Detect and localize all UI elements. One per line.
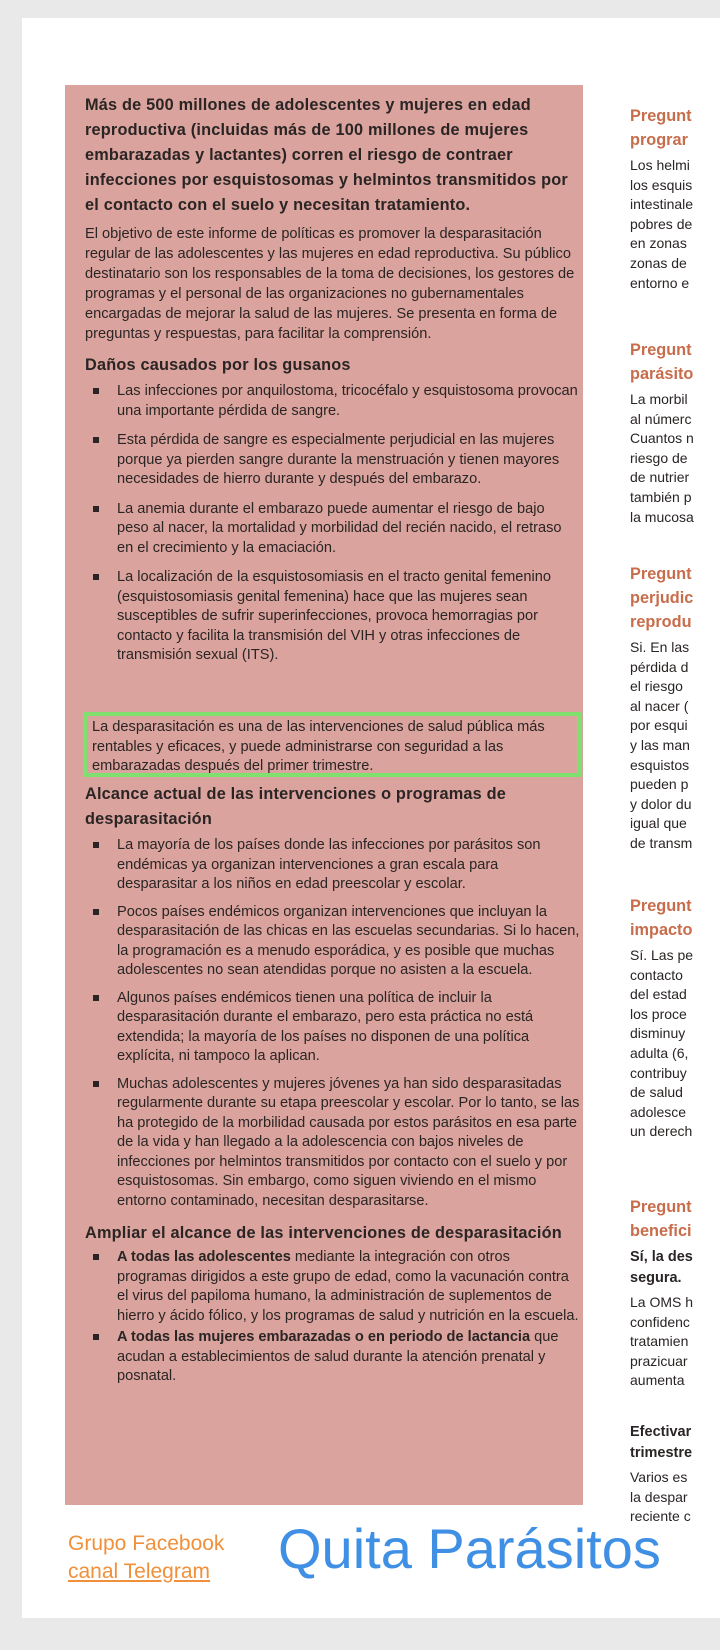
body-line: Cuantos n: [630, 430, 694, 447]
body-line: prazicuar: [630, 1352, 688, 1369]
answer-bold-line: Sí, la des: [630, 1249, 693, 1265]
list-item: Algunos países endémicos tienen una política de incluir la desparasitación durante el embarazo, pero esta práctica no está extendida; la mayoría de los países no disponen de una política explícita, ni tampoco la aplican.: [85, 989, 580, 1067]
question-heading: prograr: [630, 131, 688, 149]
body-line: Sí. Las pe: [630, 947, 694, 963]
section-title-scope: Alcance actual de las intervenciones o programas de desparasitación: [85, 785, 507, 828]
body-line: pueden p: [630, 776, 689, 793]
answer-bold-line: Efectivar: [630, 1424, 692, 1440]
list-item: A todas las adolescentes mediante la integración con otros programas dirigidos a este grupo de edad, como la vacunación contra el virus del papiloma humano, la administración de suplementos de hierro y ácido fólico, y los programas de salud y nutrición en la escuela.: [85, 1248, 580, 1326]
body-line: tratamien: [630, 1333, 689, 1350]
body-line: igual que: [630, 815, 687, 832]
body-line: La OMS h: [630, 1294, 694, 1310]
right-column-block-1: [630, 104, 720, 293]
body-line: pobres de: [630, 215, 693, 232]
watermark-facebook-text: Grupo Facebook: [68, 1532, 225, 1555]
question-heading: parásito: [630, 365, 694, 383]
question-heading: benefici: [630, 1222, 692, 1240]
body-line: los esquis: [630, 176, 693, 193]
info-box-content-lower: [85, 782, 580, 1387]
body-line: de salud: [630, 1084, 683, 1101]
list-item: Pocos países endémicos organizan intervenciones que incluyan la desparasitación de las chicas en las escuelas secundarias. Si lo hacen, la programación es a menudo esporádica, y es posible que muchas adolescentes no sean atendidas porque no asisten a la escuela.: [85, 903, 580, 981]
right-column-block-2: [630, 338, 720, 527]
body-line: los proce: [630, 1005, 687, 1022]
bullet-square-icon: [93, 388, 99, 394]
bullet-square-icon: [93, 506, 99, 512]
list-item: Las infecciones por anquilostoma, tricocéfalo y esquistosoma provocan una importante pérdida de sangre.: [85, 382, 580, 421]
question-heading: Pregunt: [630, 341, 692, 359]
body-line: de transm: [630, 834, 693, 851]
info-box-content: [85, 93, 580, 666]
lead-paragraph: Más de 500 millones de adolescentes y mujeres en edad reproductiva (incluidas más de 100 millones de mujeres embarazadas y lactantes) corren el riesgo de contraer infecciones por esquistosomas y helmintos transmitidos por el contacto con el suelo y necesitan tratamiento.: [85, 96, 568, 214]
body-line: pérdida d: [630, 658, 689, 675]
list-item: La anemia durante el embarazo puede aumentar el riesgo de bajo peso al nacer, la mortalidad y morbilidad del recién nacido, el retraso en el crecimiento y la emaciación.: [85, 500, 580, 559]
body-line: reciente c: [630, 1508, 691, 1525]
body-line: también p: [630, 488, 692, 505]
right-column-block-3: [630, 562, 720, 854]
intro-paragraph: El objetivo de este informe de políticas es promover la desparasitación regular de las adolescentes y las mujeres en edad reproductiva. Su público destinatario son los responsables de la toma de decisiones, los gestores de programas y el personal de las organizaciones no gubernamentales encargadas de mejorar la salud de las mujeres. Se presenta en forma de preguntas y respuestas, para facilitar la comprensión.: [85, 226, 575, 342]
question-heading: impacto: [630, 921, 693, 939]
body-line: riesgo de: [630, 449, 688, 466]
list-item: La mayoría de los países donde las infecciones por parásitos son endémicas ya organizan intervenciones a gran escala para desparasitar a los niños en edad preescolar y escolar.: [85, 836, 580, 895]
watermark-telegram-link[interactable]: canal Telegram: [68, 1560, 211, 1583]
list-item: Muchas adolescentes y mujeres jóvenes ya han sido desparasitadas regularmente durante su etapa preescolar y escolar. Por lo tanto, se las ha protegido de la morbilidad causada por estos parásitos en esa parte de la vida y han llegado a la adolescencia con bajos niveles de infecciones por helmintos transmitidos por contacto con el suelo y por esquistosomas. Sin embargo, como siguen viviendo en el mismo entorno contaminado, necesitan desparasitarse.: [85, 1075, 580, 1212]
damage-list: [85, 382, 580, 666]
section-title-damage: Daños causados por los gusanos: [85, 356, 351, 374]
body-line: intestinale: [630, 196, 694, 213]
bullet-square-icon: [93, 1081, 99, 1087]
body-line: Los helmi: [630, 157, 690, 173]
question-heading: perjudic: [630, 589, 694, 607]
question-heading: Pregunt: [630, 1198, 692, 1216]
body-line: Varios es: [630, 1469, 688, 1485]
body-line: disminuy: [630, 1025, 686, 1042]
body-line: y dolor du: [630, 795, 692, 812]
list-item: Esta pérdida de sangre es especialmente perjudicial en las mujeres porque ya pierden sangre durante la menstruación y tienen mayores necesidades de hierro durante y después del embarazo.: [85, 431, 580, 490]
body-line: el riesgo: [630, 678, 683, 695]
answer-bold-line: segura.: [630, 1270, 682, 1286]
body-line: la despar: [630, 1488, 688, 1505]
watermark-title: Quita Parásitos: [278, 1517, 661, 1580]
body-line: contacto: [630, 966, 683, 983]
bullet-square-icon: [93, 574, 99, 580]
body-line: un derech: [630, 1123, 693, 1140]
body-line: la mucosa: [630, 508, 694, 525]
right-column-block-4: [630, 894, 720, 1142]
list-item: La localización de la esquistosomiasis en el tracto genital femenino (esquistosomiasis genital femenina) hace que las mujeres sean susceptibles de sufrir superinfecciones, provoca hemorragias por contacto y facilita la transmisión del VIH y otras infecciones de transmisión sexual (ITS).: [85, 568, 580, 666]
question-heading: Pregunt: [630, 897, 692, 915]
bullet-square-icon: [93, 1334, 99, 1340]
body-line: confidenc: [630, 1313, 690, 1330]
right-column-block-6: [630, 1422, 720, 1527]
body-line: contribuy: [630, 1064, 687, 1081]
body-line: aumenta: [630, 1372, 685, 1389]
body-line: por esqui: [630, 717, 688, 734]
question-heading: Pregunt: [630, 565, 692, 583]
body-line: al númerc: [630, 410, 692, 427]
body-line: en zonas: [630, 235, 687, 252]
bullet-square-icon: [93, 842, 99, 848]
body-line: adulta (6,: [630, 1044, 689, 1061]
body-line: entorno e: [630, 274, 690, 291]
right-column-block-5: [630, 1195, 720, 1391]
scope-list: [85, 836, 580, 1211]
question-heading: reprodu: [630, 613, 692, 631]
bullet-square-icon: [93, 909, 99, 915]
list-item: A todas las mujeres embarazadas o en periodo de lactancia que acudan a establecimientos de salud durante la atención prenatal y posnatal.: [85, 1328, 580, 1387]
body-line: adolesce: [630, 1103, 687, 1120]
expand-list: [85, 1248, 580, 1387]
question-heading: Pregunt: [630, 107, 692, 125]
section-title-expand: Ampliar el alcance de las intervenciones de desparasitación: [85, 1224, 562, 1242]
body-line: esquistos: [630, 756, 690, 773]
body-line: del estad: [630, 986, 687, 1003]
answer-bold-line: trimestre: [630, 1445, 693, 1461]
body-line: al nacer (: [630, 697, 689, 714]
highlight-text: La desparasitación es una de las intervenciones de salud pública más rentables y eficaces, y puede administrarse con seguridad a las embarazadas después del primer trimestre.: [92, 719, 545, 774]
body-line: Si. En las: [630, 639, 690, 655]
body-line: zonas de: [630, 254, 687, 271]
body-line: y las man: [630, 736, 690, 753]
body-line: de nutrier: [630, 469, 690, 486]
bullet-square-icon: [93, 995, 99, 1001]
bullet-square-icon: [93, 437, 99, 443]
bullet-square-icon: [93, 1254, 99, 1260]
body-line: La morbil: [630, 391, 688, 407]
